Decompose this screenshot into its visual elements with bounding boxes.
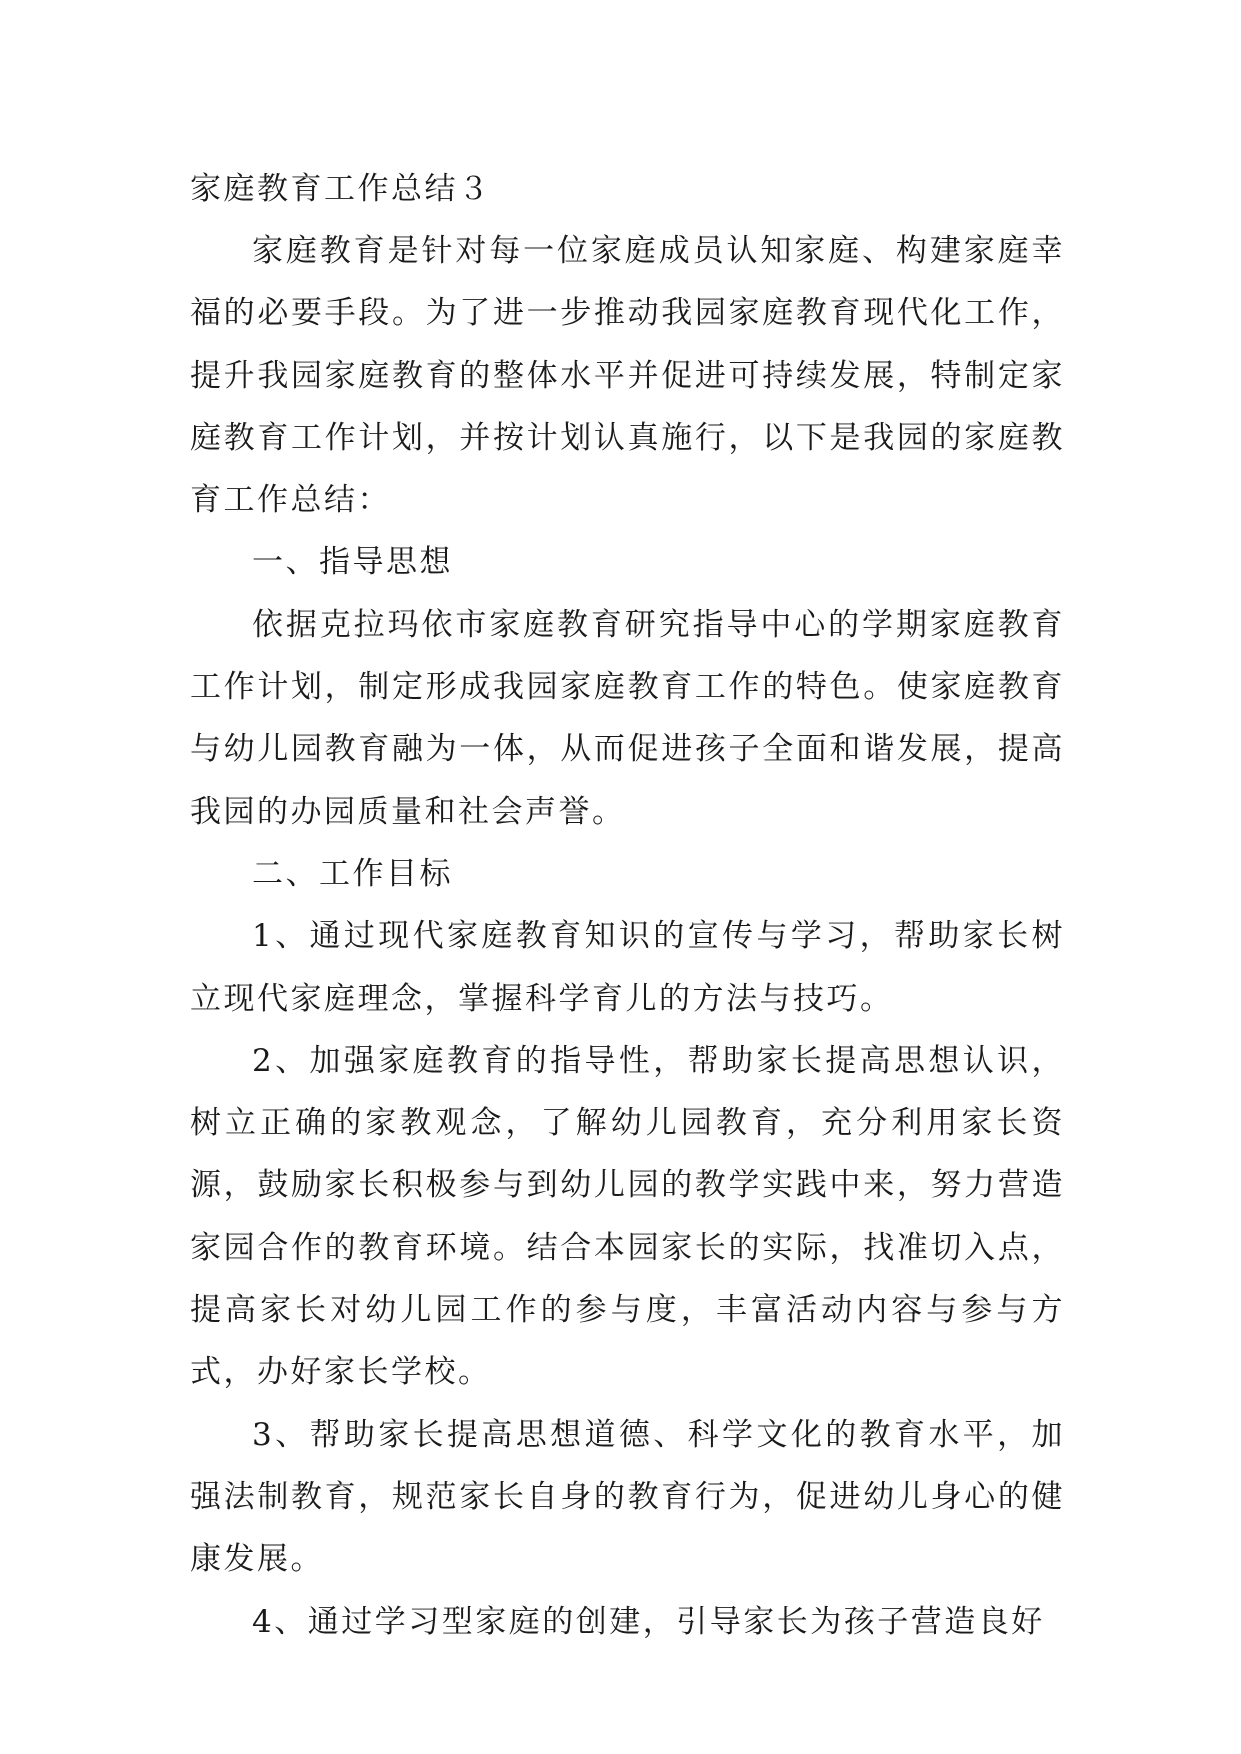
document-body [190, 158, 1065, 1653]
section-heading-guiding-ideology: 一、指导思想 [252, 544, 453, 581]
list-item-goal-1: 1、通过现代家庭教育知识的宣传与学习，帮助家长树立现代家庭理念，掌握科学育儿的方法与技巧。 [190, 918, 1065, 1017]
paragraph-intro: 家庭教育是针对每一位家庭成员认知家庭、构建家庭幸福的必要手段。为了进一步推动我园家庭教育现代化工作，提升我园家庭教育的整体水平并促进可持续发展，特制定家庭教育工作计划，并按计划认真施行，以下是我园的家庭教育工作总结： [190, 233, 1065, 519]
section-heading-work-goals: 二、工作目标 [252, 855, 453, 892]
document-title: 家庭教育工作总结３ [190, 171, 492, 207]
list-item-goal-4: 4、通过学习型家庭的创建，引导家长为孩子营造良好 [252, 1603, 1045, 1640]
list-item-goal-3: 3、帮助家长提高思想道德、科学文化的教育水平，加强法制教育，规范家长自身的教育行为，促进幼儿身心的健康发展。 [190, 1416, 1065, 1578]
paragraph-guiding-ideology: 依据克拉玛依市家庭教育研究指导中心的学期家庭教育工作计划，制定形成我园家庭教育工作的特色。使家庭教育与幼儿园教育融为一体，从而促进孩子全面和谐发展，提高我园的办园质量和社会声誉。 [190, 606, 1065, 830]
list-item-goal-2: 2、加强家庭教育的指导性，帮助家长提高思想认识，树立正确的家教观念，了解幼儿园教育，充分利用家长资源，鼓励家长积极参与到幼儿园的教学实践中来，努力营造家园合作的教育环境。结合本园家长的实际，找准切入点，提高家长对幼儿园工作的参与度，丰富活动内容与参与方式，办好家长学校。 [190, 1042, 1065, 1391]
